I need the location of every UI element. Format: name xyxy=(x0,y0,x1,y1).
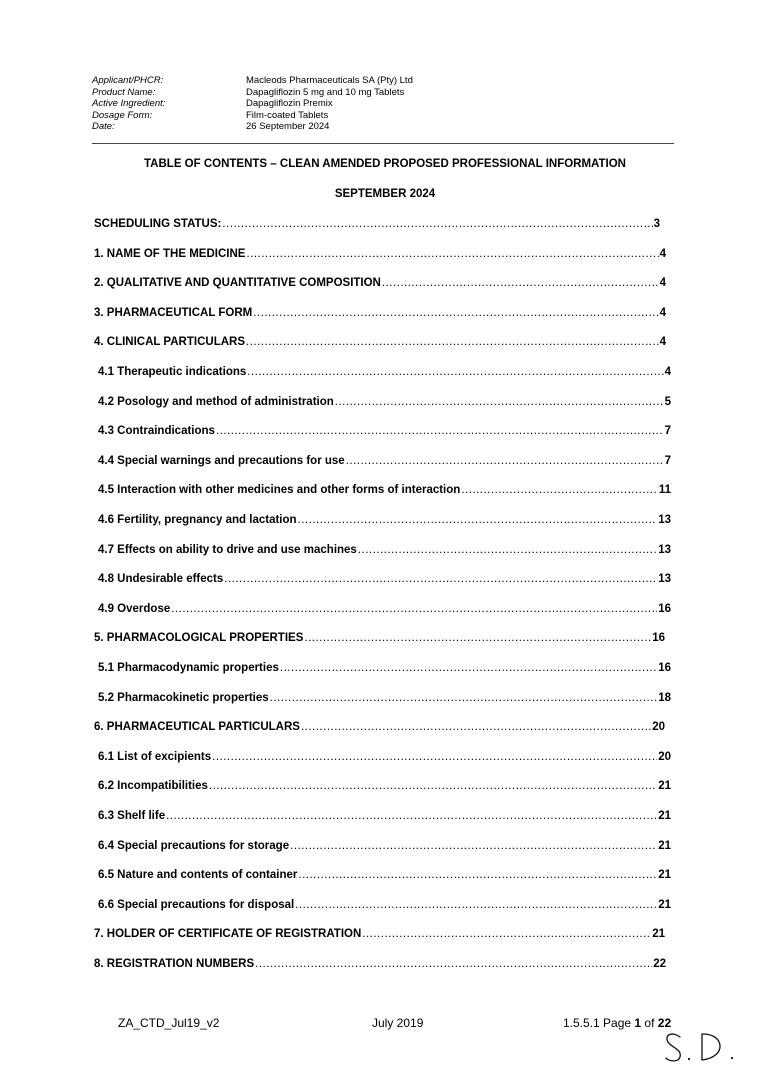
toc-entry[interactable] xyxy=(94,247,666,262)
toc-entry[interactable] xyxy=(98,868,671,883)
footer-template-id: ZA_CTD_Jul19_v2 xyxy=(118,1016,220,1030)
toc-dot-leader xyxy=(358,543,657,558)
toc-entry[interactable] xyxy=(98,395,671,410)
toc-entry-page: 20 xyxy=(658,750,671,763)
toc-dot-leader xyxy=(212,750,657,765)
toc-entry-title: 5.1 Pharmacodynamic properties xyxy=(98,662,279,674)
toc-entry-page: 7 xyxy=(664,454,671,467)
toc-entry-title: 4.3 Contraindications xyxy=(98,425,215,438)
toc-entry-title: 4. CLINICAL PARTICULARS xyxy=(94,336,245,349)
toc-entry-title: 1. NAME OF THE MEDICINE xyxy=(94,247,246,260)
toc-entry-page: 16 xyxy=(658,662,671,674)
toc-dot-leader xyxy=(166,809,657,824)
toc-entry-title: 4.7 Effects on ability to drive and use machines xyxy=(98,543,357,556)
toc-entry[interactable] xyxy=(94,631,665,646)
toc-entry-page: 16 xyxy=(652,632,665,645)
toc-dot-leader xyxy=(382,276,659,291)
toc-dot-leader xyxy=(255,957,652,972)
toc-entry[interactable] xyxy=(98,513,671,528)
toc-dot-leader xyxy=(270,691,658,706)
toc-entry-title: 4.5 Interaction with other medicines and other forms of interaction xyxy=(98,484,461,497)
toc-entry[interactable] xyxy=(98,809,671,824)
toc-entry-page: 21 xyxy=(652,928,665,941)
toc-dot-leader xyxy=(301,720,651,735)
toc-entry[interactable] xyxy=(98,661,671,676)
toc-entry[interactable] xyxy=(98,454,671,469)
toc-dot-leader xyxy=(290,839,657,854)
toc-entry-title: 6.1 List of excipients xyxy=(98,750,212,763)
toc-dot-leader xyxy=(362,927,651,942)
toc-entry-title: 4.4 Special warnings and precautions for use xyxy=(98,454,345,467)
header-row xyxy=(92,110,413,122)
toc-dot-leader xyxy=(222,217,652,232)
toc-entry-title: 5.2 Pharmacokinetic properties xyxy=(98,691,269,704)
toc-entry-title: 5. PHARMACOLOGICAL PROPERTIES xyxy=(94,632,304,645)
toc-entry-page: 13 xyxy=(658,514,671,526)
footer-page-current: 1 xyxy=(634,1016,642,1030)
header-value: Dapagliflozin Premix xyxy=(246,98,333,110)
header-row xyxy=(92,121,413,133)
toc-entry-title: 4.6 Fertility, pregnancy and lactation xyxy=(98,514,297,526)
toc-entry[interactable] xyxy=(94,217,660,232)
footer-page-of: of xyxy=(641,1016,658,1030)
toc-dot-leader xyxy=(295,898,657,913)
document-header xyxy=(92,75,413,133)
toc-entry-page: 21 xyxy=(658,839,671,852)
toc-dot-leader xyxy=(461,483,658,498)
header-divider xyxy=(92,143,674,144)
toc-entry-title: 2. QUALITATIVE AND QUANTITATIVE COMPOSITION xyxy=(94,277,381,290)
toc-entry-title: 3. PHARMACEUTICAL FORM xyxy=(94,306,253,319)
toc-entry[interactable] xyxy=(94,927,665,942)
toc-entry-page: 13 xyxy=(658,573,671,586)
toc-entry-page: 18 xyxy=(658,691,671,704)
toc-entry-title: 4.1 Therapeutic indications xyxy=(98,366,247,378)
toc-entry[interactable] xyxy=(98,572,671,587)
toc-dot-leader xyxy=(247,365,663,380)
toc-entry-page: 21 xyxy=(658,810,671,822)
toc-entry-title: 8. REGISTRATION NUMBERS xyxy=(94,958,255,970)
toc-entry-title: 7. HOLDER OF CERTIFICATE OF REGISTRATION xyxy=(94,928,362,941)
toc-entry-page: 5 xyxy=(664,395,671,408)
toc-entry-page: 4 xyxy=(659,277,666,290)
toc-subtitle: SEPTEMBER 2024 xyxy=(334,188,436,200)
toc-dot-leader xyxy=(298,513,658,528)
toc-entry[interactable] xyxy=(94,306,666,321)
toc-dot-leader xyxy=(171,602,657,617)
toc-entry[interactable] xyxy=(94,276,666,291)
toc-entry-page: 20 xyxy=(652,721,665,734)
header-value: Film-coated Tablets xyxy=(246,109,329,121)
toc-entry-page: 21 xyxy=(658,780,671,793)
footer-page-prefix: 1.5.5.1 Page xyxy=(563,1016,635,1030)
toc-entry-page: 13 xyxy=(658,543,671,556)
toc-entry-page: 3 xyxy=(653,218,660,230)
toc-entry[interactable] xyxy=(98,424,671,439)
toc-entry[interactable] xyxy=(98,898,671,913)
header-row xyxy=(92,87,413,99)
header-label: Active Ingredient: xyxy=(92,98,166,110)
toc-entry[interactable] xyxy=(98,779,671,794)
toc-entry-title: 6.2 Incompatibilities xyxy=(98,780,208,793)
toc-dot-leader xyxy=(224,572,657,587)
toc-dot-leader xyxy=(304,631,651,646)
toc-entry-page: 7 xyxy=(664,425,671,438)
toc-entry-title: 6.4 Special precautions for storage xyxy=(98,839,290,852)
footer-page-total: 22 xyxy=(657,1016,672,1030)
toc-entry-page: 22 xyxy=(653,958,666,970)
toc-title: TABLE OF CONTENTS – CLEAN AMENDED PROPOSED PROFESSIONAL INFORMATION xyxy=(144,158,626,170)
header-label: Applicant/PHCR: xyxy=(92,75,164,86)
toc-dot-leader xyxy=(298,868,657,883)
header-label: Product Name: xyxy=(92,86,156,98)
toc-dot-leader xyxy=(209,779,657,794)
toc-entry-page: 4 xyxy=(659,306,666,319)
toc-entry-page: 21 xyxy=(658,869,671,882)
toc-dot-leader xyxy=(216,424,664,439)
footer-date: July 2019 xyxy=(372,1016,424,1030)
toc-entry[interactable] xyxy=(94,720,665,735)
header-value: Dapagliflozin 5 mg and 10 mg Tablets xyxy=(246,86,405,98)
toc-entry-page: 4 xyxy=(659,336,666,349)
toc-entry-title: 4.9 Overdose xyxy=(98,602,171,615)
header-value: 26 September 2024 xyxy=(246,121,330,133)
toc-dot-leader xyxy=(246,335,659,350)
header-row xyxy=(92,75,413,87)
toc-entry-title: 6.3 Shelf life xyxy=(98,810,166,822)
toc-dot-leader xyxy=(346,454,664,469)
toc-entry-page: 16 xyxy=(658,602,671,615)
handwritten-signature xyxy=(662,1025,742,1065)
toc-entry-title: SCHEDULING STATUS: xyxy=(94,218,222,230)
toc-entry-title: 6. PHARMACEUTICAL PARTICULARS xyxy=(94,721,300,734)
toc-entry[interactable] xyxy=(94,957,666,972)
toc-entry[interactable] xyxy=(98,483,671,498)
header-row xyxy=(92,98,413,110)
toc-entry-title: 4.2 Posology and method of administration xyxy=(98,395,334,408)
toc-entry[interactable] xyxy=(98,750,671,765)
toc-entry-page: 4 xyxy=(659,247,666,260)
header-value: Macleods Pharmaceuticals SA (Pty) Ltd xyxy=(246,75,413,86)
footer-page-number xyxy=(563,1016,671,1030)
header-label: Date: xyxy=(92,121,115,133)
toc-entry-page: 11 xyxy=(658,484,671,497)
toc-dot-leader xyxy=(335,395,664,410)
toc-entry[interactable] xyxy=(98,691,671,706)
toc-entry-title: 6.6 Special precautions for disposal xyxy=(98,898,295,911)
toc-entry[interactable] xyxy=(98,602,671,617)
toc-entry-page: 21 xyxy=(658,898,671,911)
toc-dot-leader xyxy=(246,247,658,262)
header-label: Dosage Form: xyxy=(92,109,153,121)
toc-entry-title: 4.8 Undesirable effects xyxy=(98,573,224,586)
toc-entry-title: 6.5 Nature and contents of container xyxy=(98,869,298,882)
toc-entry-page: 4 xyxy=(664,366,671,378)
toc-entry[interactable] xyxy=(98,543,671,558)
toc-dot-leader xyxy=(253,306,658,321)
toc-entry[interactable] xyxy=(98,839,671,854)
toc-dot-leader xyxy=(280,661,657,676)
toc-entry[interactable] xyxy=(98,365,671,380)
toc-entry[interactable] xyxy=(94,335,666,350)
